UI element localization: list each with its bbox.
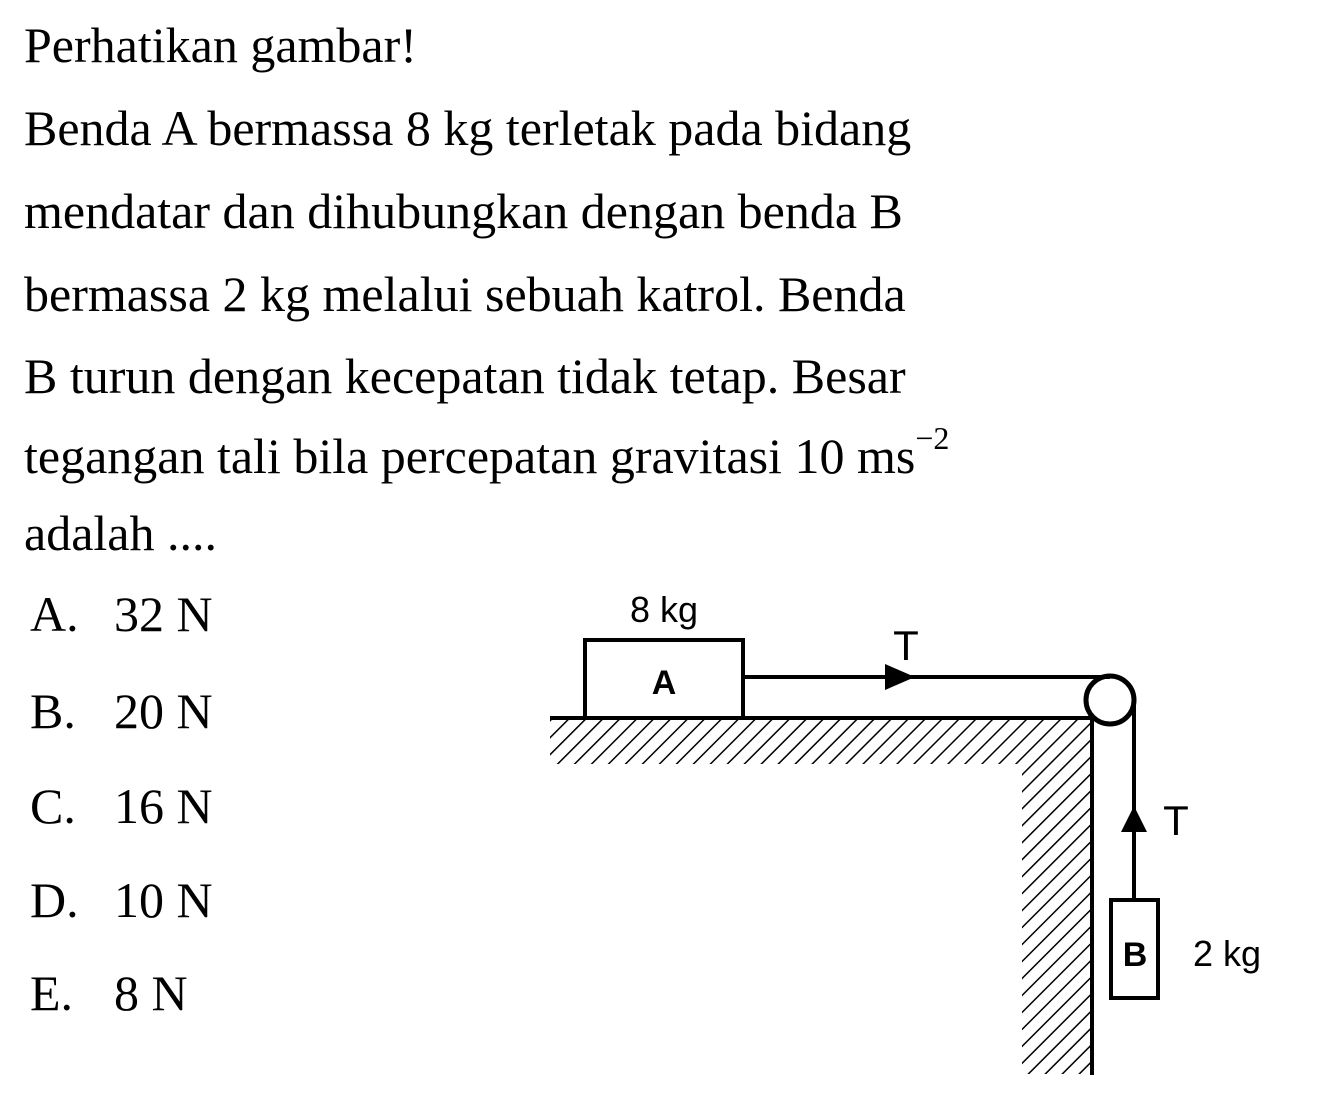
option-b[interactable] bbox=[30, 681, 213, 741]
option-letter: D. bbox=[30, 872, 79, 928]
block-a-label: A bbox=[651, 664, 677, 702]
block-b-label: B bbox=[1122, 936, 1148, 974]
option-value: 32 N bbox=[114, 586, 213, 642]
tension-label-horizontal: T bbox=[893, 622, 919, 669]
option-letter: C. bbox=[30, 778, 76, 834]
question-line-1: Benda A bermassa 8 kg terletak pada bidang bbox=[24, 100, 912, 156]
block-b-mass: 2 kg bbox=[1192, 933, 1262, 974]
option-value: 20 N bbox=[114, 683, 213, 739]
question-heading: Perhatikan gambar! bbox=[24, 17, 417, 73]
question-line-3: bermassa 2 kg melalui sebuah katrol. Benda bbox=[24, 266, 906, 322]
option-value: 16 N bbox=[114, 778, 213, 834]
option-value: 10 N bbox=[114, 872, 213, 928]
question-line-6: adalah .... bbox=[24, 505, 217, 561]
option-c[interactable] bbox=[30, 776, 213, 836]
exponent: −2 bbox=[915, 420, 950, 457]
block-a-mass: 8 kg bbox=[629, 589, 699, 630]
option-a[interactable] bbox=[30, 584, 213, 644]
wall-hatch bbox=[1022, 764, 1090, 1074]
question-line-2: mendatar dan dihubungkan dengan benda B bbox=[24, 183, 903, 239]
question-line-5 bbox=[24, 420, 950, 487]
option-letter: B. bbox=[30, 683, 76, 739]
option-e[interactable] bbox=[30, 963, 188, 1023]
option-value: 8 N bbox=[114, 965, 188, 1021]
pulley-icon bbox=[1086, 676, 1134, 724]
table-hatch bbox=[550, 720, 1092, 764]
tension-arrow-vertical bbox=[1121, 806, 1147, 832]
pulley-diagram bbox=[530, 570, 1300, 1080]
question-line-5-text: tegangan tali bila percepatan gravitasi 10 ms bbox=[24, 428, 916, 484]
option-letter: E. bbox=[30, 965, 74, 1021]
option-d[interactable] bbox=[30, 870, 213, 930]
tension-label-vertical: T bbox=[1163, 797, 1189, 844]
question-line-4: B turun dengan kecepatan tidak tetap. Besar bbox=[24, 348, 906, 404]
option-letter: A. bbox=[30, 586, 79, 642]
